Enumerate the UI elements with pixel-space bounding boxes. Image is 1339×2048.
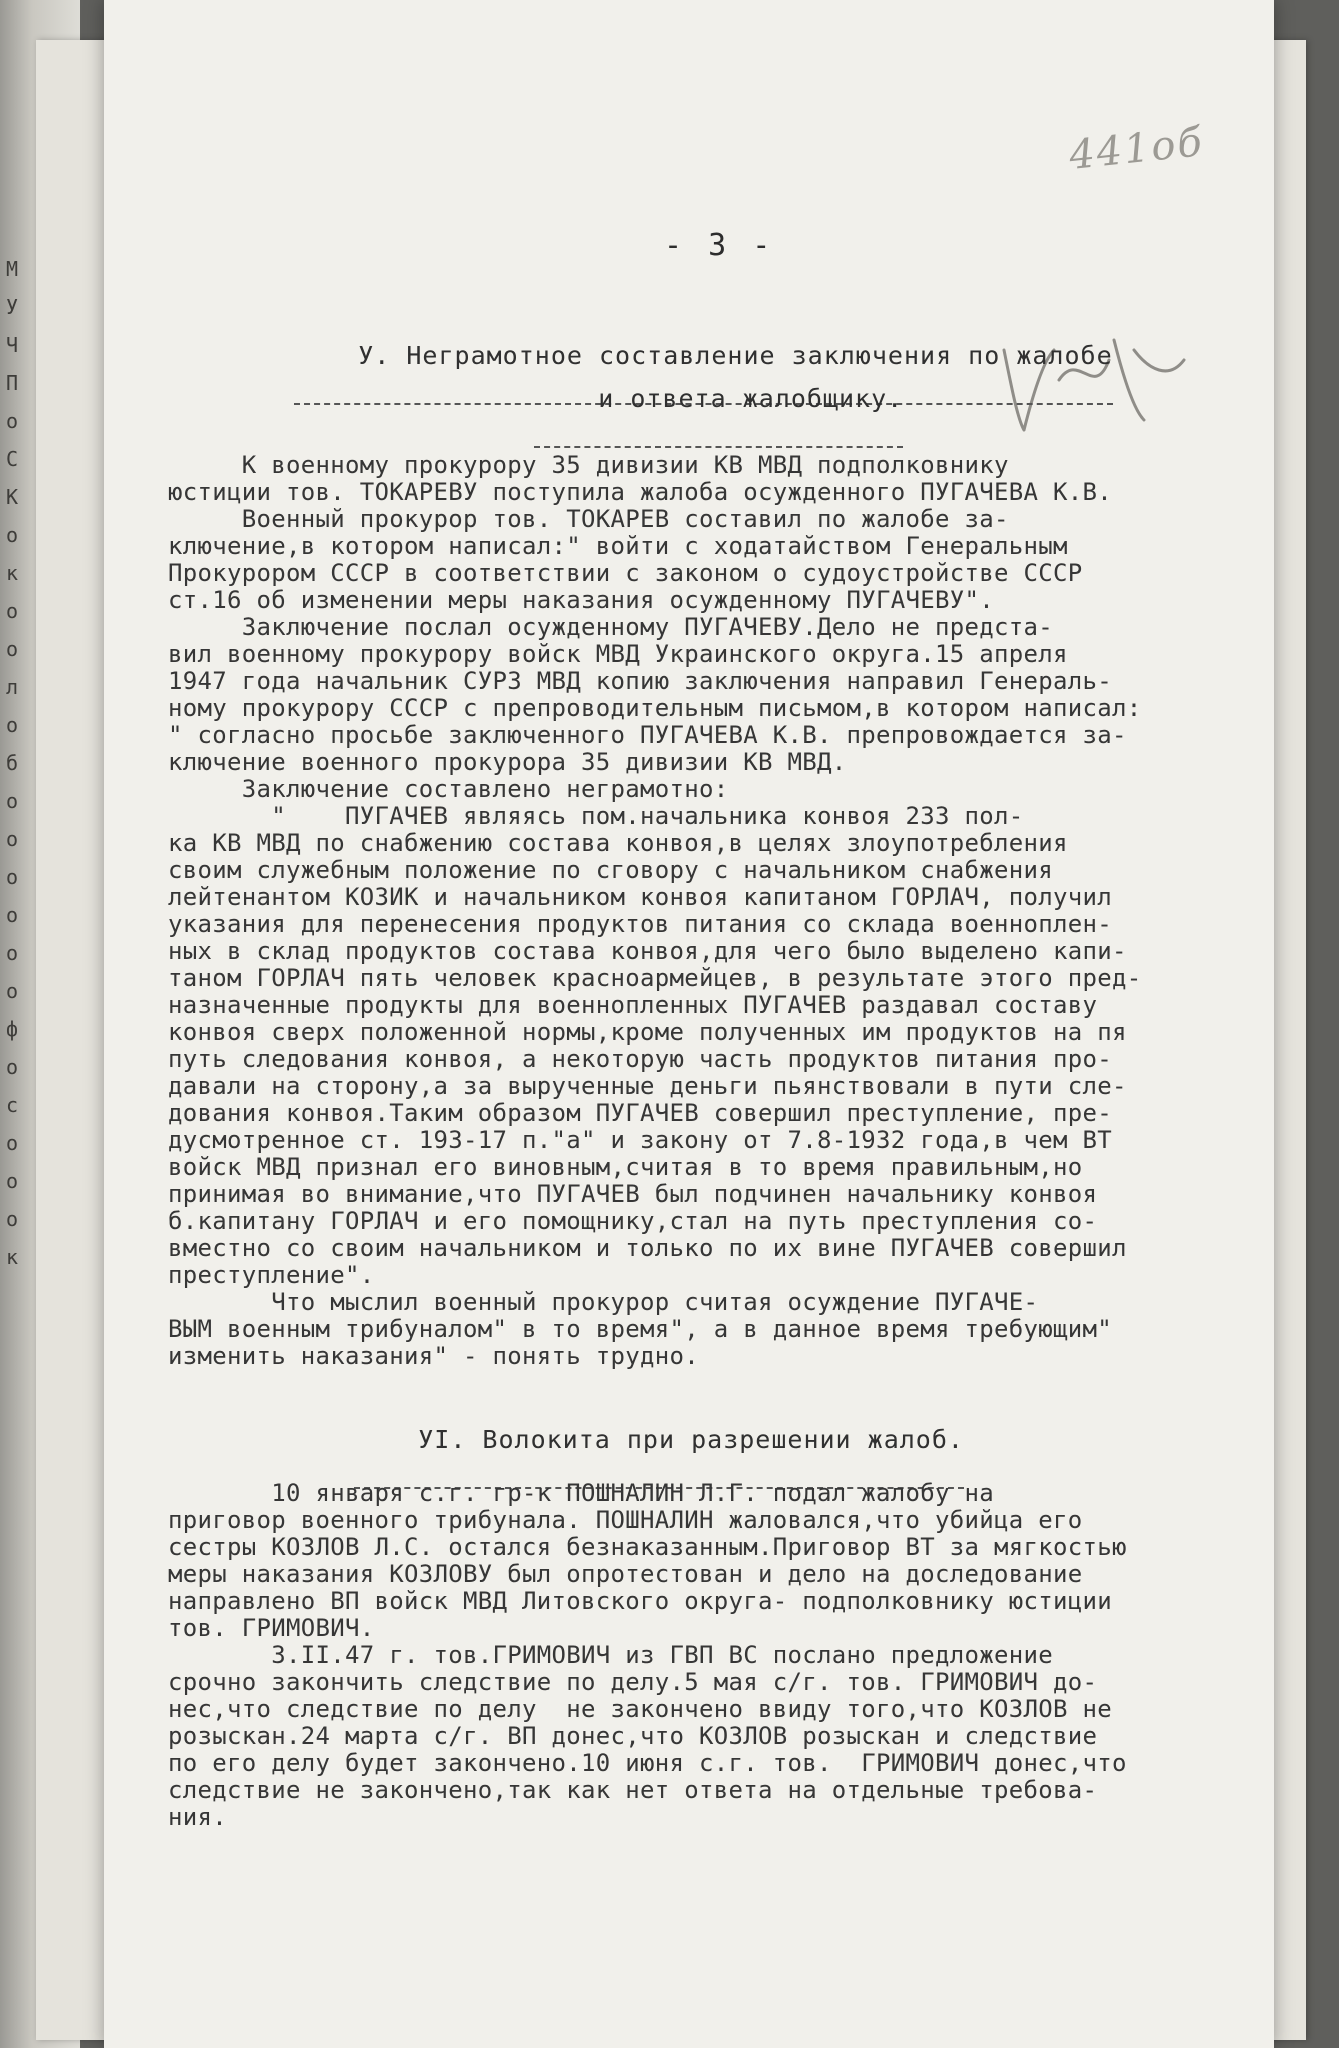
text-line: Военный прокурор тов. ТОКАРЕВ составил по жалобе за-	[168, 505, 1009, 533]
text-line: сестры КОЗЛОВ Л.С. остался безнаказанным.Приговор ВТ за мягкостью	[168, 1533, 1127, 1561]
text-line: " согласно просьбе заключенного ПУГАЧЕВА К.В. препровождается за-	[168, 721, 1127, 749]
archive-folio-mark: 441об	[1066, 119, 1206, 179]
text-line: Прокурором СССР в соответствии с законом о судоустройстве СССР	[168, 559, 1083, 587]
binding-edge-letter: о	[6, 789, 19, 813]
text-line: своим служебным положение по сговору с начальником снабжения	[168, 856, 1053, 884]
text-line: ВЫМ военным трибуналом" в то время", а в данное время требующим"	[168, 1315, 1112, 1343]
text-line: преступление".	[168, 1261, 375, 1289]
binding-edge-letter: о	[6, 1169, 19, 1193]
binding-edge-letter: о	[6, 1055, 19, 1079]
text-line: назначенные продукты для военнопленных ПУГАЧЕВ раздавал составу	[168, 991, 1098, 1019]
binding-edge-letter: о	[6, 865, 19, 889]
binding-edge-letter: о	[6, 409, 19, 433]
section-6-title: УI. Волокита при разрешении жалоб.	[354, 1396, 964, 1483]
text-line: дусмотренное ст. 193-17 п."а" и закону от 7.8-1932 года,в чем ВТ	[168, 1126, 1112, 1154]
binding-edge-letter: У	[6, 295, 19, 319]
binding-edge-letter: ф	[6, 1017, 19, 1041]
text-line: ных в склад продуктов состава конвоя,для чего было выделено капи-	[168, 937, 1127, 965]
text-line: вместно со своим начальником и только по их вине ПУГАЧЕВ совершил	[168, 1234, 1127, 1262]
text-line: путь следования конвоя, а некоторую часть продуктов питания про-	[168, 1045, 1112, 1073]
binding-edge-letter: П	[6, 371, 19, 395]
text-line: 1947 года начальник СУРЗ МВД копию заключения направил Генераль-	[168, 667, 1112, 695]
binding-edge-letter: о	[6, 903, 19, 927]
text-line: конвоя сверх положенной нормы,кроме полученных им продуктов на пя	[168, 1018, 1127, 1046]
text-line: ному прокурору СССР с препроводительным письмом,в котором написал:	[168, 694, 1142, 722]
text-line: лейтенантом КОЗИК и начальником конвоя капитаном ГОРЛАЧ, получил	[168, 883, 1112, 911]
text-line: юстиции тов. ТОКАРЕВУ поступила жалоба осужденного ПУГАЧЕВА К.В.	[168, 478, 1112, 506]
text-line: меры наказания КОЗЛОВУ был опротестован и дело на доследование	[168, 1560, 1083, 1588]
binding-edge-letter: б	[6, 751, 19, 775]
text-line: вил военному прокурору войск МВД Украинского округа.15 апреля	[168, 640, 1068, 668]
binding-edge-letter: о	[6, 1131, 19, 1155]
section-5-title-line-2: и ответа жалобщику.	[534, 355, 903, 442]
binding-edge-letter: о	[6, 713, 19, 737]
text-line: по его делу будет закончено.10 июня с.г. тов. ГРИМОВИЧ донес,что	[168, 1749, 1127, 1777]
text-line: приговор военного трибунала. ПОШНАЛИН жаловался,что убийца его	[168, 1506, 1083, 1534]
text-line: давали на сторону,а за вырученные деньги пьянствовали в пути сле-	[168, 1072, 1127, 1100]
binding-edge-letter: М	[6, 257, 19, 281]
text-line: б.капитану ГОРЛАЧ и его помощнику,стал на путь преступления со-	[168, 1207, 1098, 1235]
binding-edge-letter: к	[6, 1245, 19, 1269]
text-line: изменить наказания" - понять трудно.	[168, 1342, 699, 1370]
binding-edge-letters	[6, 250, 26, 1276]
section-5-body	[168, 452, 1141, 1370]
text-line: указания для перенесения продуктов питания со склада военноплен-	[168, 910, 1112, 938]
text-line: ст.16 об изменении меры наказания осужденному ПУГАЧЕВУ".	[168, 586, 994, 614]
binding-edge-letter: о	[6, 637, 19, 661]
binding-edge-letter: С	[6, 447, 19, 471]
document-page	[104, 0, 1274, 2048]
text-line: нес,что следствие по делу не закончено ввиду того,что КОЗЛОВ не	[168, 1695, 1112, 1723]
binding-edge-letter: о	[6, 523, 19, 547]
binding-edge-letter: о	[6, 941, 19, 965]
page-number: - 3 -	[664, 228, 775, 263]
text-line: принимая во внимание,что ПУГАЧЕВ был подчинен начальнику конвоя	[168, 1180, 1098, 1208]
binding-edge-letter: о	[6, 1207, 19, 1231]
text-line: розыскан.24 марта с/г. ВП донес,что КОЗЛОВ розыскан и следствие	[168, 1722, 1098, 1750]
binding-edge-letter: К	[6, 485, 19, 509]
text-line: " ПУГАЧЕВ являясь пом.начальника конвоя 233 пол-	[168, 802, 1024, 830]
binding-edge-letter: л	[6, 675, 19, 699]
text-line: направлено ВП войск МВД Литовского округа- подполковнику юстиции	[168, 1587, 1112, 1615]
binding-edge-letter: к	[6, 561, 19, 585]
binding-edge-letter: о	[6, 599, 19, 623]
binding-edge-letter: о	[6, 827, 19, 851]
text-line: срочно закончить следствие по делу.5 мая с/г. тов. ГРИМОВИЧ до-	[168, 1668, 1098, 1696]
text-line: К военному прокурору 35 дивизии КВ МВД подполковнику	[168, 451, 1009, 479]
text-line: Что мыслил военный прокурор считая осуждение ПУГАЧЕ-	[168, 1288, 1039, 1316]
text-line: Заключение составлено неграмотно:	[168, 775, 729, 803]
text-line: следствие не закончено,так как нет ответа на отдельные требова-	[168, 1776, 1098, 1804]
binding-edge-letter: Ч	[6, 333, 19, 357]
text-line: ка КВ МВД по снабжению состава конвоя,в целях злоупотребления	[168, 829, 1068, 857]
text-line: ключение военного прокурора 35 дивизии КВ МВД.	[168, 748, 847, 776]
text-line: ключение,в котором написал:" войти с ходатайством Генеральным	[168, 532, 1068, 560]
section-6-body	[168, 1480, 1127, 1831]
section-5-title-line-1: У. Неграмотное составление заключения по жалобе	[294, 312, 1113, 399]
text-line: ния.	[168, 1803, 227, 1831]
text-line: таном ГОРЛАЧ пять человек красноармейцев, в результате этого пред-	[168, 964, 1142, 992]
binding-edge-letter: о	[6, 979, 19, 1003]
text-line: 3.II.47 г. тов.ГРИМОВИЧ из ГВП ВС послано предложение	[168, 1641, 1053, 1669]
text-line: войск МВД признал его виновным,считая в то время правильным,но	[168, 1153, 1083, 1181]
binding-edge-letter: с	[6, 1093, 19, 1117]
text-line: 10 января с.г. гр-к ПОШНАЛИН Л.Г. подал жалобу на	[168, 1479, 994, 1507]
text-line: Заключение послал осужденному ПУГАЧЕВУ.Дело не предста-	[168, 613, 1053, 641]
text-line: тов. ГРИМОВИЧ.	[168, 1614, 375, 1642]
text-line: дования конвоя.Таким образом ПУГАЧЕВ совершил преступление, пре-	[168, 1099, 1112, 1127]
